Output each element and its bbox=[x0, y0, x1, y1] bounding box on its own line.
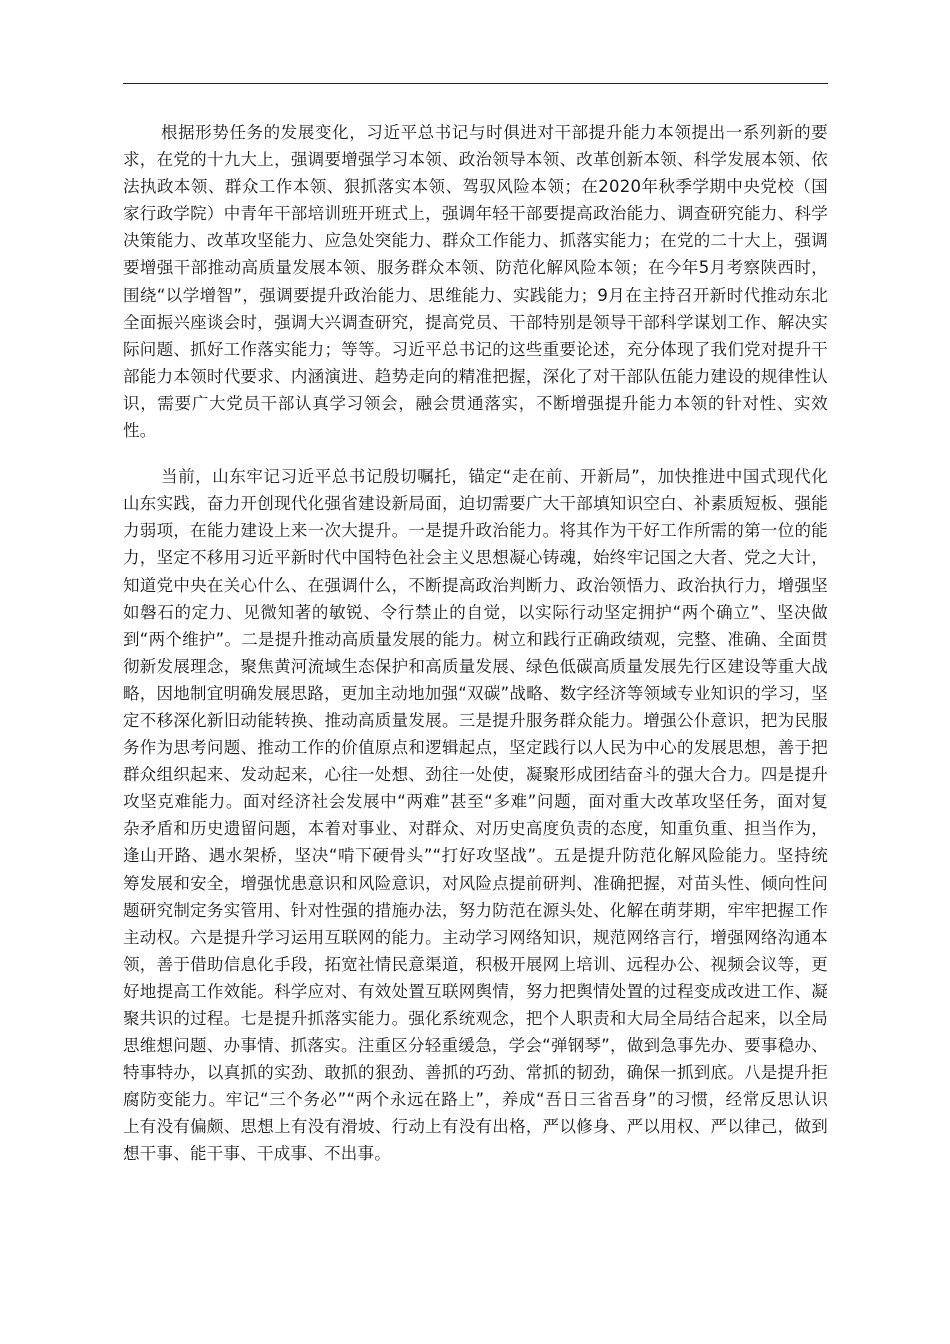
header-rule bbox=[123, 83, 828, 84]
document-body bbox=[123, 119, 828, 1168]
paragraph-2: 当前，山东牢记习近平总书记殷切嘱托，锚定“走在前、开新局”，加快推进中国式现代化山东实践，奋力开创现代化强省建设新局面，迫切需要广大干部填知识空白、补素质短板、强能力弱项，在能力建设上来一次大提升。一是提升政治能力。将其作为干好工作所需的第一位的能力，坚定不移用习近平新时代中国特色社会主义思想凝心铸魂，始终牢记国之大者、党之大计，知道党中央在关心什么、在强调什么，不断提高政治判断力、政治领悟力、政治执行力，增强坚如磐石的定力、见微知著的敏锐、令行禁止的自觉，以实际行动坚定拥护“两个确立”、坚决做到“两个维护”。二是提升推动高质量发展的能力。树立和践行正确政绩观，完整、准确、全面贯彻新发展理念，聚焦黄河流域生态保护和高质量发展、绿色低碳高质量发展先行区建设等重大战略，因地制宜明确发展思路，更加主动地加强“双碳”战略、数字经济等领域专业知识的学习，坚定不移深化新旧动能转换、推动高质量发展。三是提升服务群众能力。增强公仆意识，把为民服务作为思考问题、推动工作的价值原点和逻辑起点，坚定践行以人民为中心的发展思想，善于把群众组织起来、发动起来，心往一处想、劲往一处使，凝聚形成团结奋斗的强大合力。四是提升攻坚克难能力。面对经济社会发展中“两难”甚至“多难”问题，面对重大改革攻坚任务，面对复杂矛盾和历史遗留问题，本着对事业、对群众、对历史高度负责的态度，知重负重、担当作为，逢山开路、遇水架桥，坚决“啃下硬骨头”“打好攻坚战”。五是提升防范化解风险能力。坚持统筹发展和安全，增强忧患意识和风险意识，对风险点提前研判、准确把握，对苗头性、倾向性问题研究制定务实管用、针对性强的措施办法，努力防范在源头处、化解在萌芽期，牢牢把握工作主动权。六是提升学习运用互联网的能力。主动学习网络知识，规范网络言行，增强网络沟通本领，善于借助信息化手段，拓宽社情民意渠道，积极开展网上培训、远程办公、视频会议等，更好地提高工作效能。科学应对、有效处置互联网舆情，努力把舆情处置的过程变成改进工作、凝聚共识的过程。七是提升抓落实能力。强化系统观念，把个人职责和大局全局结合起来，以全局思维想问题、办事情、抓落实。注重区分轻重缓急，学会“弹钢琴”，做到急事先办、要事稳办、特事特办，以真抓的实劲、敢抓的狠劲、善抓的巧劲、常抓的韧劲，确保一抓到底。八是提升拒腐防变能力。牢记“三个务必”“两个永远在路上”，养成“吾日三省吾身”的习惯，经常反思认识上有没有偏颇、思想上有没有滑坡、行动上有没有出格，严以修身、严以用权、严以律己，做到想干事、能干事、干成事、不出事。 bbox=[123, 467, 828, 1164]
paragraph-1: 根据形势任务的发展变化，习近平总书记与时俱进对干部提升能力本领提出一系列新的要求，在党的十九大上，强调要增强学习本领、政治领导本领、改革创新本领、科学发展本领、依法执政本领、群众工作本领、狠抓落实本领、驾驭风险本领；在2020年秋季学期中央党校（国家行政学院）中青年干部培训班开班式上，强调年轻干部要提高政治能力、调查研究能力、科学决策能力、改革攻坚能力、应急处突能力、群众工作能力、抓落实能力；在党的二十大上，强调要增强干部推动高质量发展本领、服务群众本领、防范化解风险本领；在今年5月考察陕西时，围绕“以学增智”，强调要提升政治能力、思维能力、实践能力；9月在主持召开新时代推动东北全面振兴座谈会时，强调大兴调查研究，提高党员、干部特别是领导干部科学谋划工作、解决实际问题、抓好工作落实能力；等等。习近平总书记的这些重要论述，充分体现了我们党对提升干部能力本领时代要求、内涵演进、趋势走向的精准把握，深化了对干部队伍能力建设的规律性认识，需要广大党员干部认真学习领会，融会贯通落实，不断增强提升能力本领的针对性、实效性。 bbox=[123, 123, 828, 441]
